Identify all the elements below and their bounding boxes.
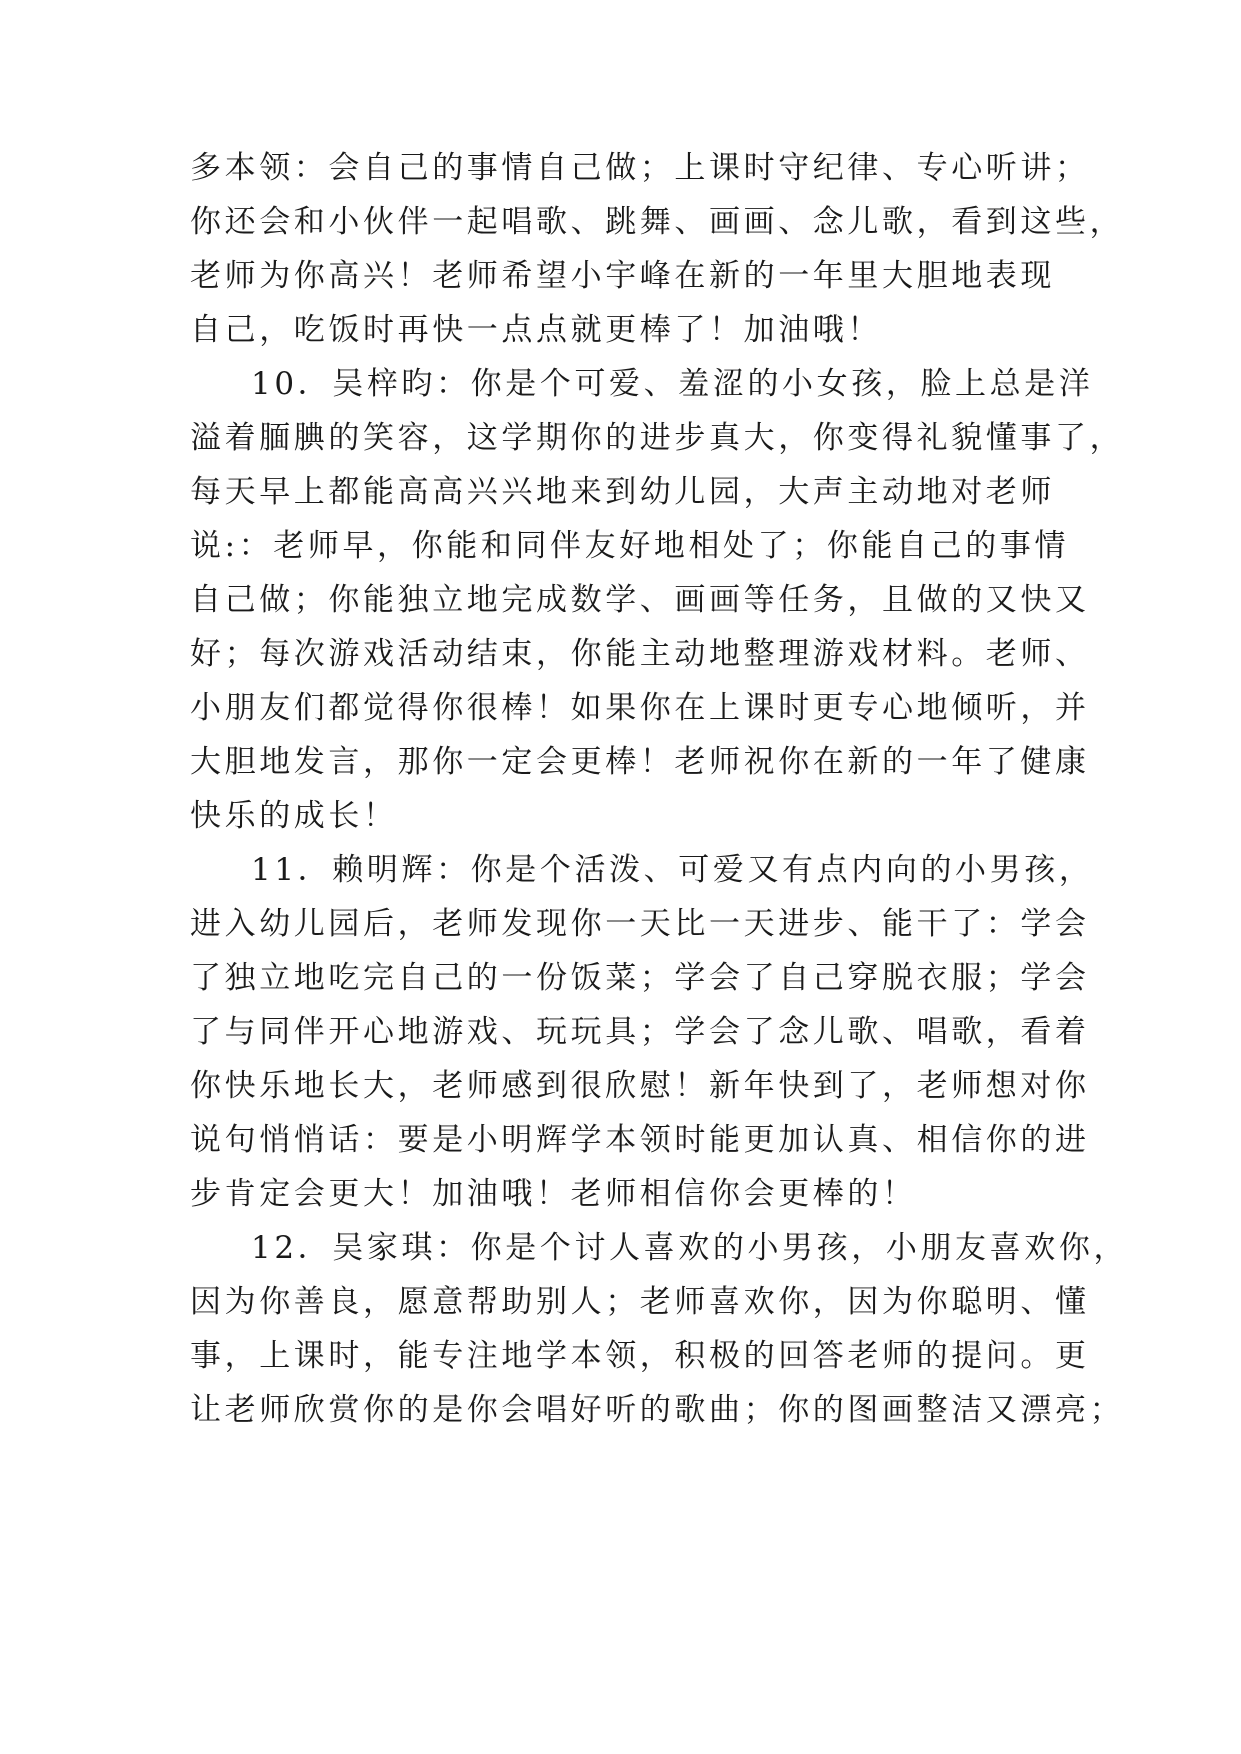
text-line: 你还会和小伙伴一起唱歌、跳舞、画画、念儿歌，看到这些， [190,204,1125,240]
text-line: 了独立地吃完自己的一份饭菜；学会了自己穿脱衣服；学会 [190,960,1090,996]
text-line: 溢着腼腆的笑容，这学期你的进步真大，你变得礼貌懂事了， [190,420,1125,456]
text-line: 步肯定会更大！加油哦！老师相信你会更棒的！ [190,1176,917,1212]
text-line: 大胆地发言，那你一定会更棒！老师祝你在新的一年了健康 [190,744,1090,780]
text-line: 老师为你高兴！老师希望小宇峰在新的一年里大胆地表现 [190,258,1055,294]
text-line: 多本领：会自己的事情自己做；上课时守纪律、专心听讲； [190,150,1090,186]
paragraph-first-line: 10．吴梓昀：你是个可爱、羞涩的小女孩，脸上总是洋 [251,366,1094,402]
text-line: 让老师欣赏你的是你会唱好听的歌曲；你的图画整洁又漂亮； [190,1392,1125,1428]
text-line: 进入幼儿园后，老师发现你一天比一天进步、能干了：学会 [190,906,1090,942]
text-line: 说句悄悄话：要是小明辉学本领时能更加认真、相信你的进 [190,1122,1090,1158]
text-line: 每天早上都能高高兴兴地来到幼儿园，大声主动地对老师 [190,474,1055,510]
text-line: 快乐的成长！ [190,798,398,834]
text-line: 自己做；你能独立地完成数学、画画等任务，且做的又快又 [190,582,1090,618]
text-line: 了与同伴开心地游戏、玩玩具；学会了念儿歌、唱歌，看着 [190,1014,1090,1050]
text-line: 事，上课时，能专注地学本领，积极的回答老师的提问。更 [190,1338,1090,1374]
text-line: 自己，吃饭时再快一点点就更棒了！加油哦！ [190,312,882,348]
text-line: 好；每次游戏活动结束，你能主动地整理游戏材料。老师、 [190,636,1090,672]
text-line: 你快乐地长大，老师感到很欣慰！新年快到了，老师想对你 [190,1068,1090,1104]
text-line: 说:：老师早，你能和同伴友好地相处了；你能自己的事情 [190,528,1070,564]
paragraph-first-line: 12．吴家琪：你是个讨人喜欢的小男孩，小朋友喜欢你， [251,1230,1129,1266]
text-line: 因为你善良，愿意帮助别人；老师喜欢你，因为你聪明、懂 [190,1284,1090,1320]
text-line: 小朋友们都觉得你很棒！如果你在上课时更专心地倾听，并 [190,690,1090,726]
paragraph-first-line: 11．赖明辉：你是个活泼、可爱又有点内向的小男孩， [251,852,1094,888]
